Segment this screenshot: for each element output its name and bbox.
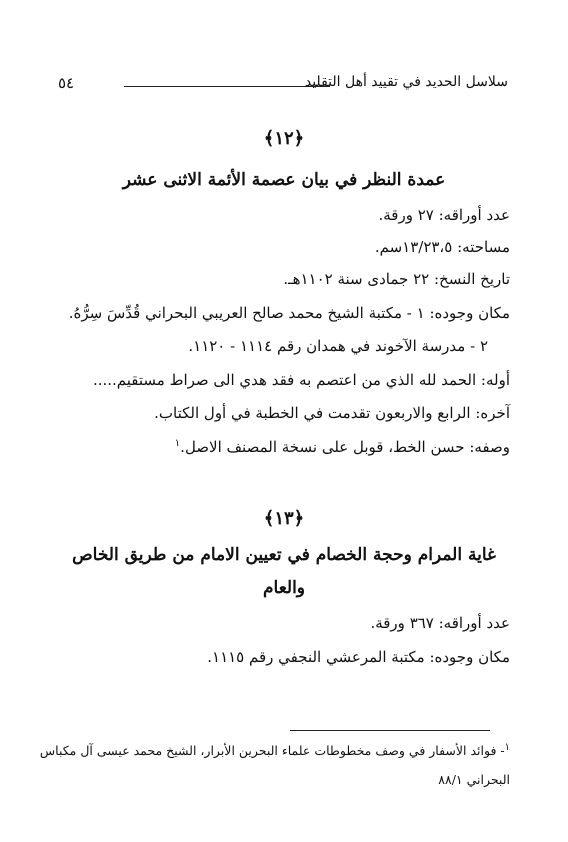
footnote-ref: ١	[174, 438, 181, 449]
description-text: وصفه: حسن الخط، قوبل على نسخة المصنف الاصل.	[180, 438, 510, 456]
text-line: عدد أوراقه: ٢٧ ورقة.	[378, 206, 510, 224]
text-line: تاريخ النسخ: ٢٢ جمادى سنة ١١٠٢هـ.	[283, 270, 510, 288]
text-line: ٢ - مدرسة الآخوند في همدان رقم ١١١٤ - ١١٢٠.	[188, 337, 488, 355]
section-title-13-line1: غاية المرام وحجة الخصام في تعيين الامام من طريق الخاص	[72, 545, 496, 565]
footnote-line-1	[39, 742, 510, 759]
text-line: عدد أوراقه: ٣٦٧ ورقة.	[370, 614, 510, 632]
text-line: أوله: الحمد لله الذي من اعتصم به فقد هدي الى صراط مستقيم.....	[92, 371, 510, 389]
section-marker-13: ﴿١٣﴾	[263, 508, 305, 529]
running-header	[58, 74, 508, 98]
section-title-13-line2: والعام	[262, 578, 306, 598]
header-rule	[124, 86, 330, 87]
footnote-marker: ١	[504, 742, 510, 753]
text-line: مكان وجوده: مكتبة المرعشي النجفي رقم ١١١٥.	[207, 648, 510, 666]
footnote-rule	[290, 730, 490, 731]
text-line: مكان وجوده: ١ - مكتبة الشيخ محمد صالح العريبي البحراني قُدِّسَ سِرُّهُ.	[68, 304, 510, 322]
text-line: مساحته: ١٣/٢٣،٥سم.	[374, 238, 510, 256]
section-marker-12: ﴿١٢﴾	[263, 128, 305, 149]
header-title: سلاسل الحديد في تقييد أهل التقليد	[304, 74, 508, 90]
page-number: ٥٤	[58, 74, 75, 92]
text-line-with-footnote	[175, 438, 510, 456]
footnote-text: - فوائد الأسفار في وصف مخطوطات علماء البحرين الأبرار، الشيخ محمد عيسى آل مكباس	[39, 743, 505, 759]
footnote-line-2: البحراني ٨٨/١	[438, 772, 510, 787]
text-line: آخره: الرابع والاربعون تقدمت في الخطبة في أول الكتاب.	[154, 404, 510, 422]
section-title-12: عمدة النظر في بيان عصمة الأئمة الاثنى عشر	[122, 170, 446, 190]
